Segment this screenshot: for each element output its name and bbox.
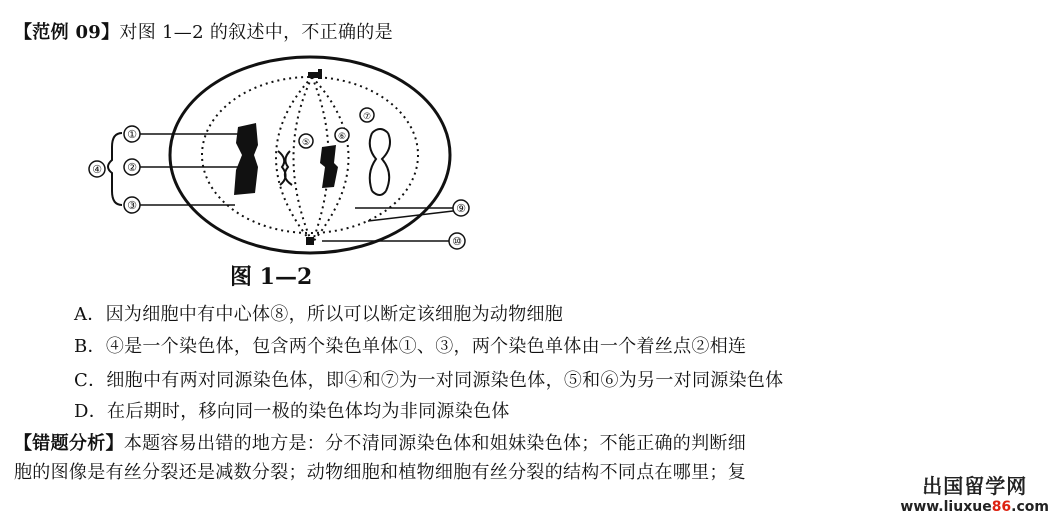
figure-caption: 图 1—2 xyxy=(230,264,313,290)
label-4: ④ xyxy=(92,163,102,176)
analysis-line-2: 胞的图像是有丝分裂还是减数分裂；动物细胞和植物细胞有丝分裂的结构不同点在哪里；复 xyxy=(14,462,746,483)
label-1: ① xyxy=(127,128,137,141)
question-tag: 【范例 09】 xyxy=(14,22,120,43)
analysis-line-1 xyxy=(14,429,746,455)
label-3: ③ xyxy=(127,199,137,212)
watermark xyxy=(900,470,1049,515)
cell-membrane xyxy=(170,57,450,253)
option-d: D．在后期时，移向同一极的染色体均为非同源染色体 xyxy=(74,401,510,422)
spindle-fibers xyxy=(276,77,349,243)
label-6: ⑥ xyxy=(337,132,347,142)
question-text: 对图 1—2 的叙述中，不正确的是 xyxy=(119,22,393,43)
cell-diagram xyxy=(60,55,490,260)
bracket-4 xyxy=(108,133,122,205)
centriole-top xyxy=(308,69,322,79)
label-5: ⑤ xyxy=(301,138,311,148)
analysis-text-1: 本题容易出错的地方是：分不清同源染色体和姐妹染色体；不能正确的判断细 xyxy=(123,433,747,454)
option-c: C．细胞中有两对同源染色体，即④和⑦为一对同源染色体，⑤和⑥为另一对同源染色体 xyxy=(74,370,784,391)
analysis-tag: 【错题分析】 xyxy=(14,433,124,454)
option-a: A．因为细胞中有中心体⑧，所以可以断定该细胞为动物细胞 xyxy=(74,304,564,325)
label-2: ② xyxy=(127,161,137,174)
watermark-url: www.liuxue86.com xyxy=(900,499,1049,515)
cell-division-figure xyxy=(60,55,490,264)
label-10: ⑩ xyxy=(452,235,462,248)
label-7: ⑦ xyxy=(362,112,372,122)
watermark-name: 出国留学网 xyxy=(922,474,1028,498)
chromosome-7 xyxy=(370,129,390,195)
chromosome-5 xyxy=(278,151,292,185)
question-stem xyxy=(14,18,393,44)
centriole-bottom xyxy=(306,237,314,245)
chromosome-6 xyxy=(320,145,338,188)
label-9: ⑨ xyxy=(456,202,466,215)
option-b: B．④是一个染色体，包含两个染色单体①、③，两个染色单体由一个着丝点②相连 xyxy=(74,336,747,357)
